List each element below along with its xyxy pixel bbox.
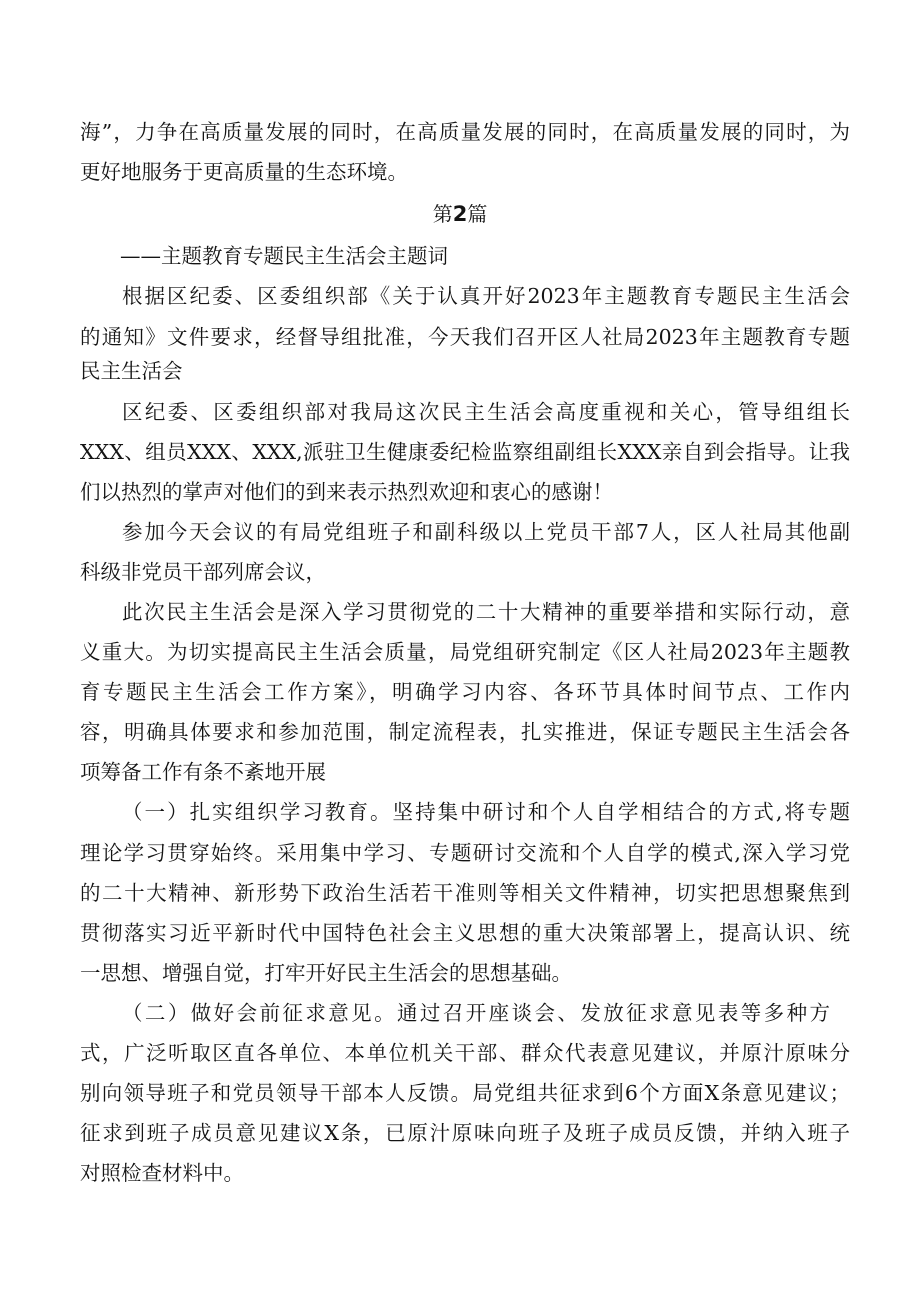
text-line: 别向领导班子和党员领导干部本人反馈。局党组共征求到6个方面X条意见建议； <box>80 1081 850 1105</box>
text-line: 项筹备工作有条不紊地开展 <box>80 760 326 784</box>
text-line: 贯彻落实习近平新时代中国特色社会主义思想的重大决策部署上，提高认识、统 <box>80 921 850 945</box>
text-line: （二）做好会前征求意见。通过召开座谈会、发放征求意见表等多种方 <box>122 1001 830 1025</box>
text-line: 区纪委、区委组织部对我局这次民主生活会高度重视和关心，管导组组长 <box>122 400 850 424</box>
text-line: 容，明确具体要求和参加范围，制定流程表，扎实推进，保证专题民主生活会各 <box>80 720 850 744</box>
text-line: 海”，力争在高质量发展的同时，在高质量发展的同时，在高质量发展的同时，为 <box>80 120 850 144</box>
text-line: 们以热烈的掌声对他们的到来表示热烈欢迎和衷心的感谢！ <box>80 480 613 504</box>
text-line: 育专题民主生活会工作方案》，明确学习内容、各环节具体时间节点、工作内 <box>80 680 850 704</box>
text-line: （一）扎实组织学习教育。坚持集中研讨和个人自学相结合的方式,将专题 <box>122 800 850 824</box>
text-line: 对照检查材料中。 <box>80 1161 244 1185</box>
text-line: 此次民主生活会是深入学习贯彻党的二十大精神的重要举措和实际行动，意 <box>122 600 850 624</box>
text-line: 的通知》文件要求，经督导组批准，今天我们召开区人社局2023年主题教育专题 <box>80 325 850 349</box>
subtitle: ——主题教育专题民主生活会主题词 <box>120 244 448 268</box>
text-line: 更好地服务于更高质量的生态环境。 <box>80 160 408 184</box>
text-line: XXX、组员XXX、XXX,派驻卫生健康委纪检监察组副组长XXX亲自到会指导。让我 <box>80 440 850 464</box>
text-line: 式，广泛听取区直各单位、本单位机关干部、群众代表意见建议，并原汁原味分 <box>80 1041 850 1065</box>
heading-prefix: 第 <box>432 202 453 226</box>
section-heading <box>0 199 920 229</box>
text-line: 理论学习贯穿始终。采用集中学习、专题研讨交流和个人自学的模式,深入学习党 <box>80 841 850 865</box>
text-line: 参加今天会议的有局党组班子和副科级以上党员干部7人，区人社局其他副 <box>122 520 850 544</box>
text-line: 根据区纪委、区委组织部《关于认真开好2023年主题教育专题民主生活会 <box>122 284 850 308</box>
heading-number: 2 <box>452 202 468 226</box>
text-line: 科级非党员干部列席会议， <box>80 560 326 584</box>
text-line: 征求到班子成员意见建议X条，已原汁原味向班子及班子成员反馈，并纳入班子 <box>80 1121 850 1145</box>
text-line: 义重大。为切实提高民主生活会质量，局党组研究制定《区人社局2023年主题教 <box>80 640 850 664</box>
text-line: 一思想、增强自觉，打牢开好民主生活会的思想基础。 <box>80 961 572 985</box>
heading-suffix: 篇 <box>467 202 488 226</box>
text-line: 的二十大精神、新形势下政治生活若干准则等相关文件精神，切实把思想聚焦到 <box>80 881 850 905</box>
text-line: 民主生活会 <box>80 359 183 383</box>
